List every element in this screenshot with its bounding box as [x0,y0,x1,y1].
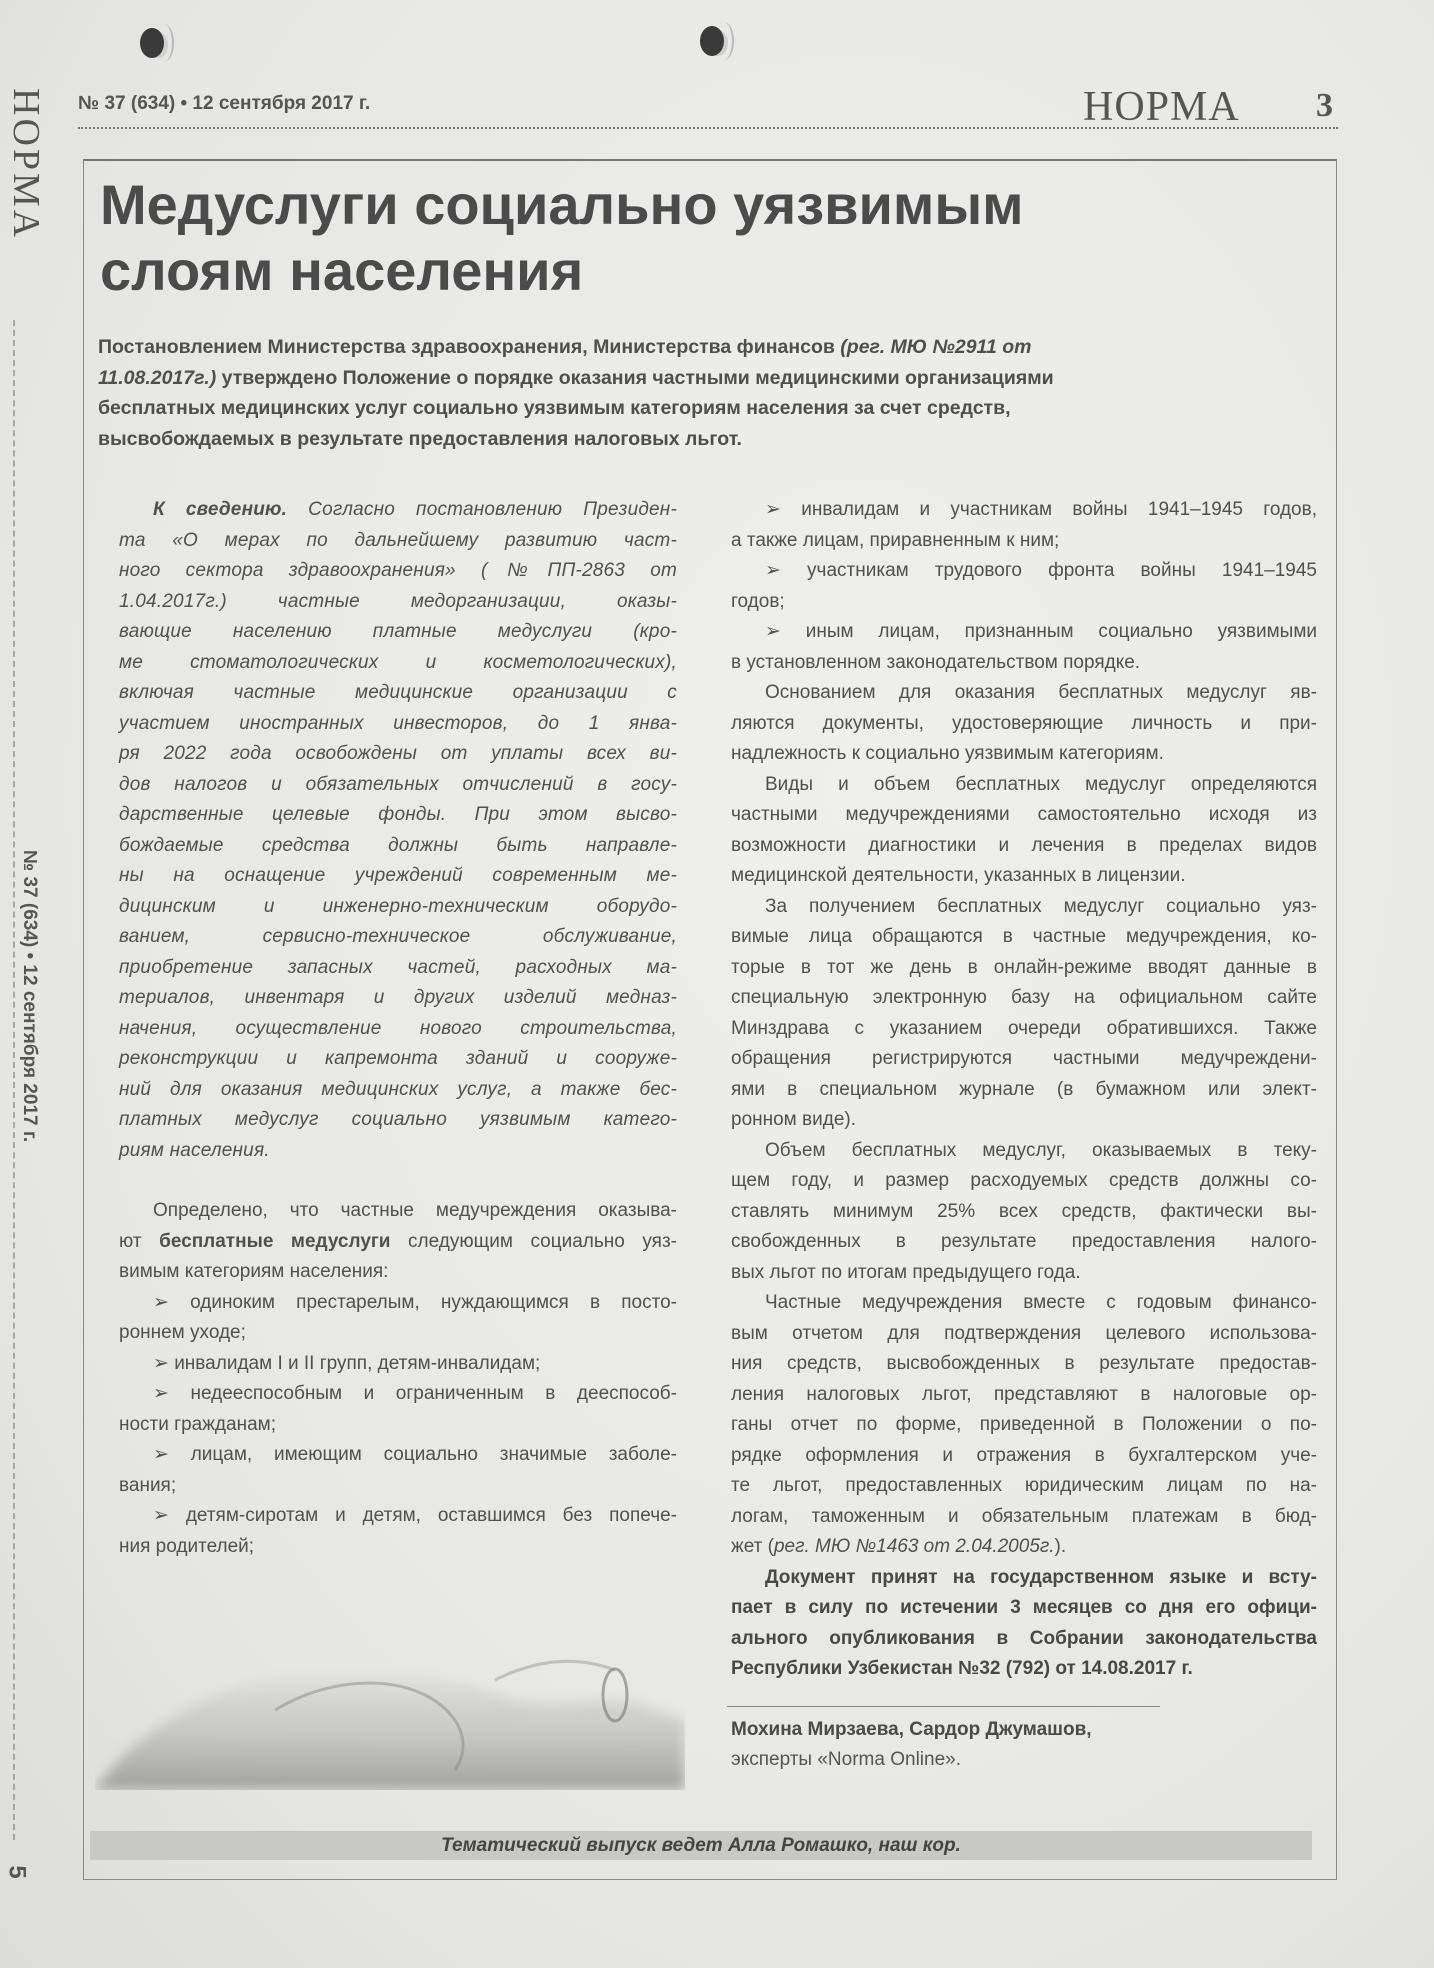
text-run: Объем бесплатных медуслуг, оказываемых в теку- [765,1139,1317,1161]
header-page-number: 3 [1316,87,1333,124]
text-line [119,1501,677,1532]
text-run: частными медучреждениями самостоятельно исходя из [731,804,1317,825]
text-run: а также лицам, приравненным к ним; [731,529,1060,551]
text-line [731,587,1317,618]
text-line [119,526,677,557]
text-line [731,983,1317,1014]
article-title [100,172,1250,304]
paragraph [731,1288,1317,1563]
note-box [119,495,677,1166]
text-run: специальную электронную базу на официальном сайте [731,987,1317,1008]
text-run: начения, осуществление нового строительства, [119,1017,677,1039]
text-line [119,1136,677,1167]
text-run: реконструкции и капремонта зданий и сооруже- [119,1048,677,1069]
text-line [119,617,677,648]
text-line [731,892,1317,923]
text-line [119,709,677,740]
text-line [731,709,1317,740]
text-run: Минздрава с указанием очереди обратившихся. Также [731,1017,1317,1039]
text-line [731,1288,1317,1319]
paragraph [731,892,1317,1136]
text-run: включая частные медицинские организации с [119,682,677,703]
text-run: териалов, инвентаря и других изделий медназ- [119,987,677,1008]
text-line [731,617,1317,648]
text-run: вающие населению платные медуслуги (кро- [119,621,677,642]
text-run: дов налогов и обязательных отчислений в госу- [119,773,677,795]
text-run: ванием, сервисно-техническое обслуживание, [119,926,677,947]
text-run: Постановлением Министерства здравоохранения, Министерства финансов [98,336,841,358]
text-line [731,1075,1317,1106]
text-run: дарственные целевые фонды. При этом высво- [119,804,677,825]
footer-text: Тематический выпуск ведет Алла Ромашко, наш кор. [441,1835,961,1856]
punch-hole [140,28,164,58]
text-run: высвобождаемых в результате предоставления налоговых льгот. [98,427,742,450]
text-run: годов; [731,590,785,612]
text-line [119,1471,677,1502]
side-page-number [3,1858,31,1886]
text-run: Документ принят на государственном языке и всту- [765,1566,1317,1588]
text-run: ➢ лицам, имеющим социально значимые заболе- [153,1444,677,1465]
list-item [119,1379,677,1440]
text-run: надлежность к социально уязвимым категориям. [731,743,1164,764]
header-brand: НОРМА [1083,84,1240,130]
text-run: ного сектора здравоохранения» (№ПП-2863 от [119,560,677,581]
text-run: ➢ инвалидам I и II групп, детям-инвалидам; [153,1352,541,1374]
text-run: торые в тот же день в онлайн-режиме вводят данные в [731,956,1317,978]
text-line [119,556,677,587]
text-line [731,1014,1317,1045]
text-line [119,1014,677,1045]
text-line [731,1532,1317,1563]
side-page-number-text: 5 [3,1865,31,1879]
text-run: К сведению. [153,499,288,520]
text-line [731,770,1317,801]
text-run: обращения регистрируются частными медучреждени- [731,1048,1317,1069]
text-run: 11.08.2017г.) [98,366,217,389]
text-run: приобретение запасных частей, расходных ма- [119,956,677,978]
signature-rule [727,1706,1160,1707]
list-item [731,556,1317,617]
punch-hole [700,26,724,56]
article-lead [98,332,1298,454]
text-line [119,1227,677,1258]
text-run: ставлять минимум 25% всех средств, фактически вы- [731,1200,1317,1222]
text-line [119,587,677,618]
text-line [119,1044,677,1075]
text-line [731,1502,1317,1533]
text-line [98,332,1298,363]
text-run: ➢ детям-сиротам и детям, оставшимся без попече- [153,1505,677,1526]
text-run: Согласно постановлению Президен- [287,499,677,520]
text-line [731,526,1317,557]
text-run: Определено, что частные медучреждения оказыва- [153,1200,677,1221]
text-line [119,1349,677,1380]
text-run: ➢ иным лицам, признанным социально уязвимыми [765,621,1317,642]
text-line [119,1532,677,1563]
paragraph [119,1196,677,1288]
text-run: утверждено Положение о порядке оказания частными медицинскими организациями [216,366,1054,389]
text-line [119,1379,677,1410]
text-run: ального опубликования в Собрании законодательства [731,1627,1317,1649]
left-column [119,1196,677,1562]
text-line [119,770,677,801]
text-run: вым отчетом для подтверждения целевого использова- [731,1322,1317,1344]
text-run: ➢ инвалидам и участникам войны 1941–1945 годов, [765,499,1317,520]
text-line [119,922,677,953]
text-run: вимые лица обращаются в частные медучреждения, ко- [731,926,1317,947]
text-run: дицинским и инженерно-техническим оборудо- [119,895,677,917]
text-run: пает в силу по истечении 3 месяцев со дня его офици- [731,1597,1317,1618]
text-run: следующим социально уяз- [390,1230,677,1252]
text-line [119,831,677,862]
text-run: ями в специальном журнале (в бумажном или элект- [731,1078,1317,1100]
text-line [731,1227,1317,1258]
author-role: эксперты «Norma Online». [731,1749,961,1770]
text-run: ют [119,1230,160,1252]
list-item [119,1501,677,1562]
text-line [731,1563,1317,1594]
text-run: свобожденных в результате предоставления налого- [731,1231,1317,1252]
text-line [731,556,1317,587]
side-brand-text: НОРМА [5,88,47,241]
text-line [98,363,1298,394]
list-item [119,1349,677,1380]
text-line [119,892,677,923]
side-brand [5,88,48,318]
side-issue [10,850,40,1300]
text-line [731,1105,1317,1136]
text-line [119,1075,677,1106]
text-run: ны на оснащение учреждений современным ме- [119,865,677,886]
title-line: слоям населения [100,239,584,302]
text-run: та «О мерах по дальнейшему развитию част- [119,529,677,551]
text-run: жет ( [731,1536,774,1557]
text-line [731,1380,1317,1411]
text-line [119,1105,677,1136]
text-run: ляются документы, удостоверяющие личность и при- [731,712,1317,734]
text-run: ности гражданам; [119,1413,276,1435]
paragraph [731,1563,1317,1685]
text-run: бесплатные медуслуги [159,1230,391,1252]
text-run: ганы отчет по форме, приведенной в Положении о по- [731,1414,1317,1435]
text-line [731,1410,1317,1441]
text-run: ➢ недееспособным и ограниченным в дееспособ- [153,1383,677,1404]
text-run: Республики Узбекистан №32 (792) от 14.08.2017 г. [731,1658,1193,1679]
text-run: в установленном законодательством порядке. [731,651,1141,673]
text-line [119,861,677,892]
text-run: ря 2022 года освобождены от уплаты всех ви- [119,743,677,764]
text-run: щем году, и размер расходуемых средств должны со- [731,1170,1317,1191]
text-run: Основанием для оказания бесплатных медуслуг яв- [765,682,1317,703]
text-run: логам, таможенным и обязательным платежам в бюд- [731,1505,1317,1527]
text-run: ния родителей; [119,1535,255,1557]
text-run: вания; [119,1474,177,1496]
text-line [731,1197,1317,1228]
paragraph [731,1136,1317,1289]
text-run: вимым категориям населения: [119,1261,389,1282]
text-line [119,1257,677,1288]
header-rule [78,127,1338,129]
text-line [731,922,1317,953]
text-run: ния средств, высвобожденных в результате предостав- [731,1353,1317,1374]
text-run: За получением бесплатных медуслуг социально уяз- [765,895,1317,917]
text-line [119,800,677,831]
text-run: Частные медучреждения вместе с годовым финансо- [765,1292,1317,1313]
text-line [119,648,677,679]
text-line [731,1044,1317,1075]
text-line [731,1624,1317,1655]
header-issue: № 37 (634) • 12 сентября 2017 г. [78,93,371,114]
paragraph [731,770,1317,892]
text-run: платных медуслуг социально уязвимым катего- [119,1109,677,1130]
text-line [119,1410,677,1441]
text-line [731,648,1317,679]
text-line [119,739,677,770]
text-run: те льгот, предоставленных юридическим лицам по на- [731,1475,1317,1496]
text-line [119,953,677,984]
text-line [98,393,1298,424]
text-run: ➢ участникам трудового фронта войны 1941–1945 [765,560,1317,581]
text-run: бождаемые средства должны быть направле- [119,834,677,856]
text-run: бесплатных медицинских услуг социально уязвимым категориям населения за счет средств, [98,397,1011,419]
list-item [119,1440,677,1501]
text-run: ме стоматологических и косметологических), [119,651,677,673]
hands-outline [495,1661,615,1680]
list-item [119,1288,677,1349]
text-run: рег. МЮ №1463 от 2.04.2005г. [773,1536,1055,1557]
text-line [731,861,1317,892]
text-line [119,1440,677,1471]
text-run: Виды и объем бесплатных медуслуг определяются [765,773,1317,795]
text-run: риям населения. [119,1139,270,1161]
text-line [731,1258,1317,1289]
text-line [731,1441,1317,1472]
text-line [731,1349,1317,1380]
text-run: 1.04.2017г.) частные медорганизации, оказы- [119,590,677,612]
text-line [731,1166,1317,1197]
text-run: ). [1054,1536,1067,1557]
hands-photo [95,1560,685,1790]
text-line [119,1196,677,1227]
text-line [731,831,1317,862]
text-run: медицинской деятельности, указанных в лицензии. [731,865,1186,886]
text-line [731,1593,1317,1624]
text-run: ления налоговых льгот, представляют в налоговые ор- [731,1383,1317,1405]
text-run: рядке оформления и отражения в бухгалтерском уче- [731,1444,1317,1466]
text-line [731,495,1317,526]
text-line [119,983,677,1014]
right-column [731,495,1317,1685]
text-line [731,1654,1317,1685]
text-run: ронном виде). [731,1109,856,1130]
text-line [119,1318,677,1349]
text-run: возможности диагностики и лечения в пределах видов [731,834,1317,856]
text-run: (рег. МЮ №2911 от [840,336,1032,358]
text-run: ний для оказания медицинских услуг, а также бес- [119,1078,677,1100]
text-line [731,1136,1317,1167]
text-line [119,1288,677,1319]
text-line [731,1319,1317,1350]
footer-band [90,1831,1312,1860]
text-line [731,678,1317,709]
text-run: ➢ одиноким престарелым, нуждающимся в посто- [153,1291,677,1313]
text-line [119,678,677,709]
list-item [731,495,1317,556]
title-line: Медуслуги социально уязвимым [100,173,1024,236]
text-run: роннем уходе; [119,1322,246,1343]
author-names: Мохина Мирзаева, Сардор Джумашов, [731,1719,1092,1740]
text-run: участием иностранных инвесторов, до 1 янва- [119,712,677,734]
list-item [731,617,1317,678]
text-line [731,1471,1317,1502]
text-run: вых льгот по итогам предыдущего года. [731,1261,1081,1283]
text-line [731,739,1317,770]
text-line [731,953,1317,984]
side-issue-text: № 37 (634) • 12 сентября 2017 г. [19,850,40,1143]
paragraph [731,678,1317,770]
text-line [98,424,1298,455]
text-line [731,800,1317,831]
text-line [119,495,677,526]
